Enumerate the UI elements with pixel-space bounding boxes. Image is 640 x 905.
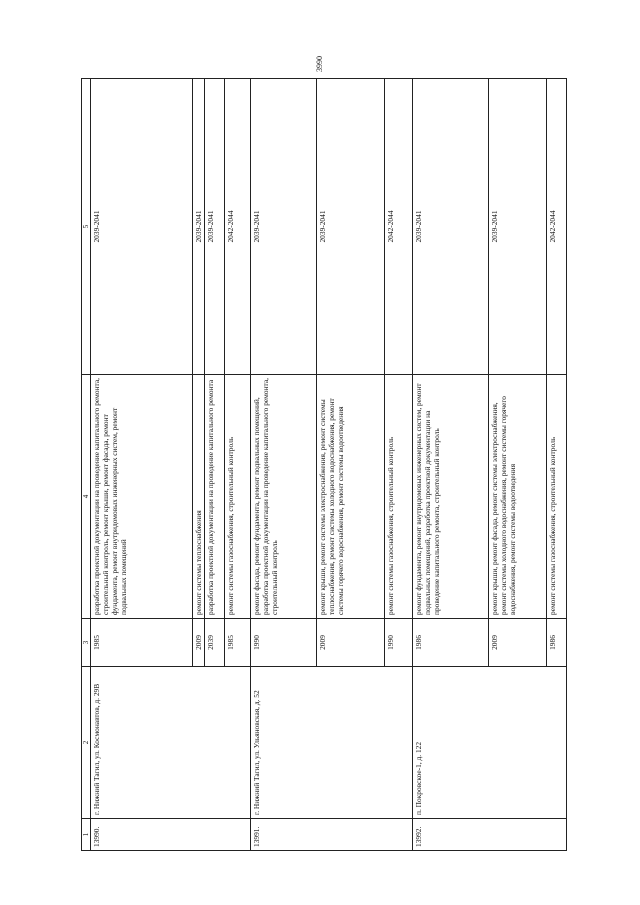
repair-schedule-table-wrapper bbox=[81, 79, 561, 851]
period-cell: 2042-2044 bbox=[547, 79, 567, 375]
address-cell: г. Нижний Тагил, ул. Ульяновская, д. 52 bbox=[251, 667, 413, 819]
row-id-cell: 13991. bbox=[251, 819, 413, 851]
period-cell: 2039-2041 bbox=[205, 79, 225, 375]
rotated-table-container bbox=[81, 79, 561, 851]
year-cell: 1986 bbox=[547, 619, 567, 667]
header-cell: 3 bbox=[82, 619, 91, 667]
table-row bbox=[413, 79, 489, 851]
address-cell: п. Покровское-1, д. 122 bbox=[413, 667, 567, 819]
repair-schedule-table bbox=[81, 78, 567, 851]
year-cell: 2039 bbox=[205, 619, 225, 667]
works-cell: ремонт системы газоснабжения, строительный контроль bbox=[547, 375, 567, 619]
year-cell: 1986 bbox=[413, 619, 489, 667]
header-cell: 2 bbox=[82, 667, 91, 819]
row-id-cell: 13990. bbox=[91, 819, 251, 851]
header-cell: 5 bbox=[82, 79, 91, 375]
works-cell: ремонт фундамента, ремонт внутридомовых инженерных систем, ремонт подвальных помещений, разработка проектной документации на проведение капитального ремонта, строительный контроль bbox=[413, 375, 489, 619]
works-cell: ремонт крыши, ремонт системы электроснабжения, ремонт системы теплоснабжения, ремонт системы холодного водоснабжения, ремонт системы горячего водоснабжения, ремонт системы водоотведения bbox=[317, 375, 385, 619]
period-cell: 2042-2044 bbox=[385, 79, 413, 375]
year-cell: 1985 bbox=[91, 619, 193, 667]
works-cell: ремонт крыши, ремонт фасада, ремонт системы электроснабжения, ремонт системы холодного водоснабжения, ремонт системы горячего водоснабжения, ремонт системы водоотведения bbox=[489, 375, 547, 619]
period-cell: 2039-2041 bbox=[91, 79, 193, 375]
works-cell: разработка проектной документации на проведение капитального ремонта, строительный контроль, ремонт крыши, ремонт фасада, ремонт фундамента, ремонт внутридомовых инженерных систем, ремонт подвальных помещений bbox=[91, 375, 193, 619]
works-cell: ремонт фасада, ремонт фундамента, ремонт подвальных помещений, разработка проектной документации на проведение капитального ремонта, строительный контроль bbox=[251, 375, 317, 619]
period-cell: 2042-2044 bbox=[225, 79, 251, 375]
row-id-cell: 13992. bbox=[413, 819, 567, 851]
table-row bbox=[91, 79, 193, 851]
header-cell: 4 bbox=[82, 375, 91, 619]
year-cell: 2009 bbox=[193, 619, 205, 667]
works-cell: ремонт системы теплоснабжения bbox=[193, 375, 205, 619]
period-cell: 2039-2041 bbox=[413, 79, 489, 375]
period-cell: 2039-2041 bbox=[489, 79, 547, 375]
table-row bbox=[251, 79, 317, 851]
works-cell: ремонт системы газоснабжения, строительный контроль bbox=[225, 375, 251, 619]
year-cell: 1990 bbox=[385, 619, 413, 667]
header-cell: 1 bbox=[82, 819, 91, 851]
page-number-text: 3990 bbox=[315, 56, 324, 72]
period-cell: 2039-2041 bbox=[317, 79, 385, 375]
works-cell: разработка проектной документации на проведение капитального ремонта bbox=[205, 375, 225, 619]
period-cell: 2039-2041 bbox=[251, 79, 317, 375]
year-cell: 1985 bbox=[225, 619, 251, 667]
table-header-row bbox=[82, 79, 91, 851]
year-cell: 2009 bbox=[317, 619, 385, 667]
year-cell: 1990 bbox=[251, 619, 317, 667]
period-cell: 2039-2041 bbox=[193, 79, 205, 375]
year-cell: 2009 bbox=[489, 619, 547, 667]
works-cell: ремонт системы газоснабжения, строительный контроль bbox=[385, 375, 413, 619]
address-cell: г. Нижний Тагил, ул. Космонавтов, д. 29В bbox=[91, 667, 251, 819]
